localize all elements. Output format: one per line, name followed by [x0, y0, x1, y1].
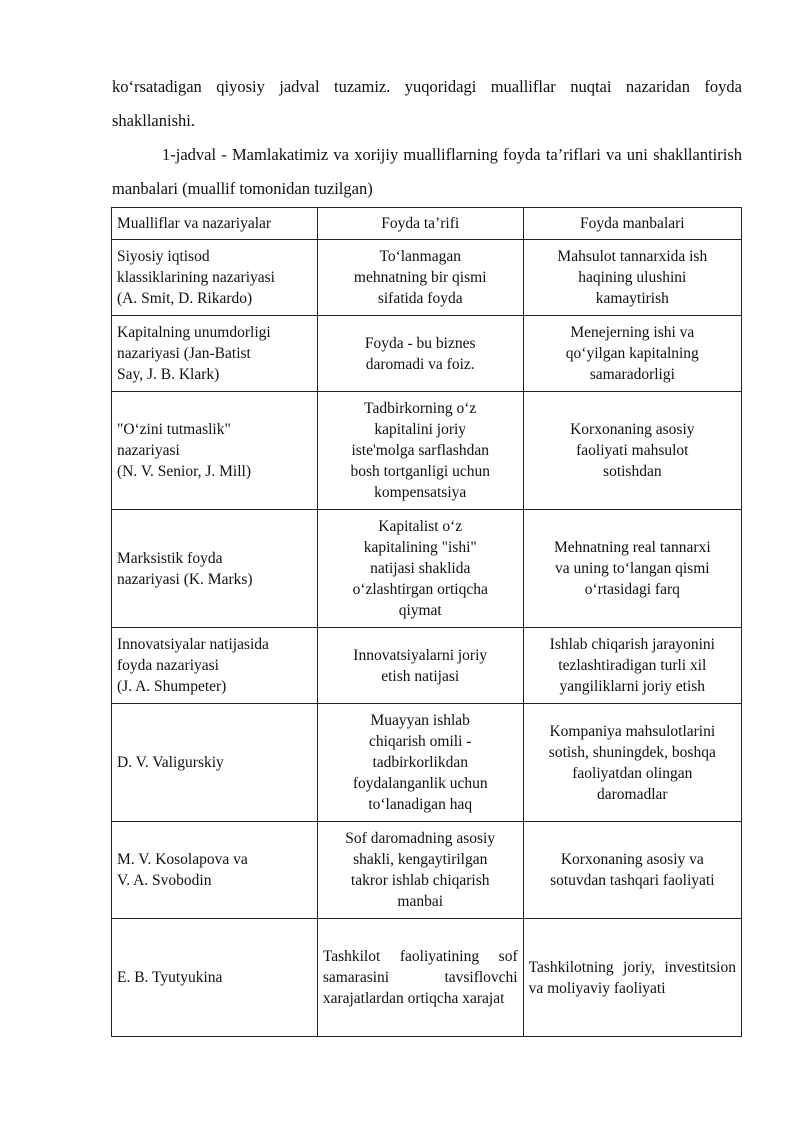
- cell-definition: Tadbirkorning o‘z kapitalini joriy iste'molga sarflashdan bosh tortganligi uchun kompensatsiya: [317, 392, 523, 510]
- table-header-row: [112, 208, 742, 240]
- table-row: [112, 316, 742, 392]
- cell-source: Tashkilotning joriy, investitsion va moliyaviy faoliyati: [523, 919, 741, 1037]
- cell-definition: Foyda - bu biznes daromadi va foiz.: [317, 316, 523, 392]
- cell-author: Innovatsiyalar natijasida foyda nazariyasi (J. A. Shumpeter): [112, 628, 318, 704]
- cell-definition: Tashkilot faoliyatining sof samarasini tavsiflovchi xarajatlardan ortiqcha xarajat: [317, 919, 523, 1037]
- cell-source: Ishlab chiqarish jarayonini tezlashtiradigan turli xil yangiliklarni joriy etish: [523, 628, 741, 704]
- cell-author: Kapitalning unumdorligi nazariyasi (Jan-Batist Say, J. B. Klark): [112, 316, 318, 392]
- cell-author: D. V. Valigurskiy: [112, 704, 318, 822]
- table-row: [112, 628, 742, 704]
- intro-paragraph: ko‘rsatadigan qiyosiy jadval tuzamiz. yuqoridagi mualliflar nuqtai nazaridan foyda shakllanishi.: [112, 77, 742, 130]
- cell-source: Korxonaning asosiy faoliyati mahsulot sotishdan: [523, 392, 741, 510]
- cell-author: E. B. Tyutyukina: [112, 919, 318, 1037]
- cell-definition: Kapitalist o‘z kapitalining "ishi" natijasi shaklida o‘zlashtirgan ortiqcha qiymat: [317, 510, 523, 628]
- header-authors: Mualliflar va nazariyalar: [112, 208, 318, 240]
- cell-source: Menejerning ishi va qo‘yilgan kapitalning samaradorligi: [523, 316, 741, 392]
- table-caption: 1-jadval - Mamlakatimiz va xorijiy mualliflarning foyda ta’riflari va uni shakllantirish manbalari (muallif tomonidan tuzilgan): [112, 145, 742, 198]
- table-row: [112, 822, 742, 919]
- cell-source: Mehnatning real tannarxi va uning to‘langan qismi o‘rtasidagi farq: [523, 510, 741, 628]
- cell-author: Siyosiy iqtisod klassiklarining nazariyasi (A. Smit, D. Rikardo): [112, 240, 318, 316]
- cell-source: Kompaniya mahsulotlarini sotish, shuningdek, boshqa faoliyatdan olingan daromadlar: [523, 704, 741, 822]
- header-sources: Foyda manbalari: [523, 208, 741, 240]
- table-row: [112, 240, 742, 316]
- cell-author: M. V. Kosolapova va V. A. Svobodin: [112, 822, 318, 919]
- cell-author: "O‘zini tutmaslik" nazariyasi (N. V. Senior, J. Mill): [112, 392, 318, 510]
- cell-definition: Muayyan ishlab chiqarish omili - tadbirkorlikdan foydalanganlik uchun to‘lanadigan haq: [317, 704, 523, 822]
- table-row: [112, 510, 742, 628]
- cell-definition: To‘lanmagan mehnatning bir qismi sifatida foyda: [317, 240, 523, 316]
- cell-definition: Innovatsiyalarni joriy etish natijasi: [317, 628, 523, 704]
- header-definition: Foyda ta’rifi: [317, 208, 523, 240]
- cell-source: Korxonaning asosiy va sotuvdan tashqari faoliyati: [523, 822, 741, 919]
- table-row: [112, 919, 742, 1037]
- cell-author: Marksistik foyda nazariyasi (K. Marks): [112, 510, 318, 628]
- cell-source: Mahsulot tannarxida ish haqining ulushini kamaytirish: [523, 240, 741, 316]
- cell-definition: Sof daromadning asosiy shakli, kengaytirilgan takror ishlab chiqarish manbai: [317, 822, 523, 919]
- comparison-table: [111, 207, 742, 1037]
- table-row: [112, 392, 742, 510]
- table-row: [112, 704, 742, 822]
